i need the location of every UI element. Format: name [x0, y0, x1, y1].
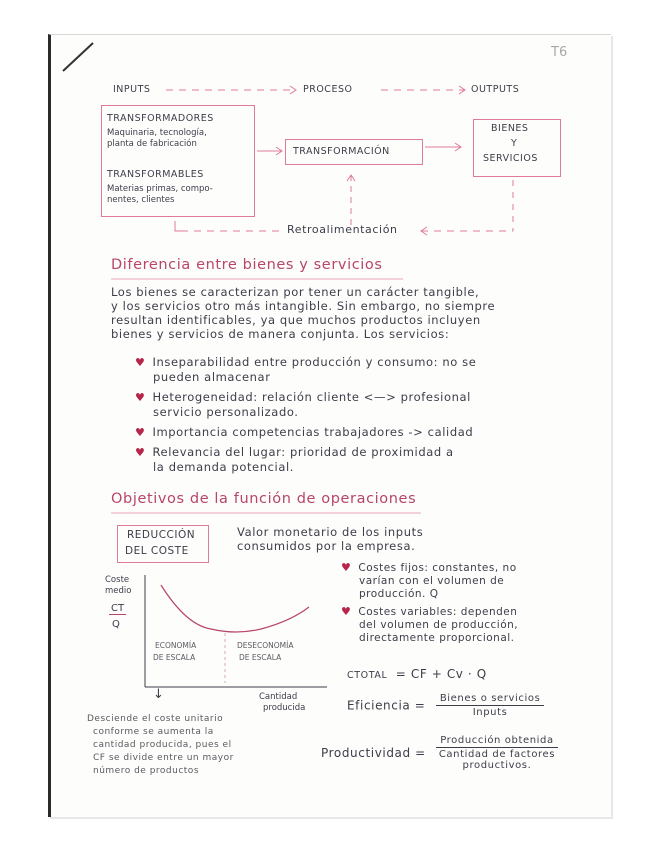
chart-ylabel-line: medio [105, 586, 132, 596]
bullet-text: Heterogeneidad: relación cliente <—> profesional [152, 390, 471, 404]
retroalimentacion-label: Retroalimentación [287, 223, 398, 236]
economia-divider [223, 633, 227, 683]
bullet-text: Costes fijos: constantes, no [358, 562, 517, 574]
productividad-label: Productividad = [321, 746, 426, 760]
reduccion-line-1: REDUCCIÓN [127, 529, 196, 541]
transformadores-title: TRANSFORMADORES [107, 113, 214, 124]
bienes-line-1: BIENES [491, 123, 529, 134]
bullet-text: varían con el volumen de [359, 575, 505, 587]
bullet-text: producción. Q [359, 588, 439, 600]
list-item [341, 561, 518, 601]
average-cost-curve [161, 585, 309, 632]
section2-bullet-list [341, 561, 518, 645]
section1-bullet-list [135, 355, 476, 475]
intro-line: Valor monetario de los inputs [237, 525, 424, 539]
chart-yfrac-den: Q [112, 619, 120, 630]
section2-title: Objetivos de la función de operaciones [111, 491, 417, 507]
chart-ylabel-line: Coste [105, 575, 130, 585]
section1-paragraph-line: bienes y servicios de manera conjunta. Los servicios: [111, 327, 450, 341]
ctotal-expression: = CF + Cv · Q [395, 667, 487, 681]
heart-bullet-icon: ♥ [135, 446, 146, 459]
bullet-text: directamente proporcional. [359, 632, 515, 644]
productividad-formula [321, 735, 558, 771]
bullet-text: Costes variables: dependen [358, 606, 518, 618]
deseconomia-label-2: DE ESCALA [239, 653, 282, 662]
transformacion-label: TRANSFORMACIÓN [293, 146, 390, 157]
productividad-denominator-2: productivos. [462, 760, 532, 771]
heart-bullet-icon: ♥ [135, 426, 146, 439]
list-item [135, 390, 476, 420]
eficiencia-formula [347, 693, 544, 718]
intro-line: consumidos por la empresa. [237, 539, 416, 553]
bullet-text: pueden almacenar [153, 370, 271, 384]
list-item [135, 425, 476, 440]
ctotal-label: CTOTAL [347, 670, 388, 681]
productividad-numerator: Producción obtenida [436, 735, 558, 748]
reduccion-line-2: DEL COSTE [125, 545, 189, 557]
section1-underline [111, 277, 411, 281]
list-item [341, 605, 518, 645]
flow-inputs-label: INPUTS [113, 84, 151, 95]
list-item [135, 445, 476, 475]
note-line: CF se divide entre un mayor [93, 753, 234, 763]
section1-paragraph [111, 285, 495, 341]
eficiencia-label: Eficiencia = [347, 698, 426, 713]
heart-bullet-icon: ♥ [341, 605, 352, 618]
economia-label-2: DE ESCALA [153, 653, 196, 662]
transformables-desc-2: nentes, clientes [107, 195, 175, 205]
page-number: T6 [551, 45, 568, 60]
bullet-text: Inseparabilidad entre producción y consumo: no se [152, 355, 477, 369]
cost-note [87, 713, 234, 778]
section1-paragraph-line: Los bienes se caracterizan por tener un carácter tangible, [111, 285, 480, 299]
section1-paragraph-line: y los servicios otro más intangible. Sin embargo, no siempre [111, 299, 496, 313]
heart-bullet-icon: ♥ [135, 356, 146, 369]
bullet-text: servicio personalizado. [153, 405, 299, 419]
transformables-desc-1: Materias primas, compo- [107, 184, 213, 194]
productividad-denominator-1: Cantidad de factores [438, 749, 556, 760]
section2-intro [237, 525, 423, 553]
chart-xlabel-1: Cantidad [259, 692, 298, 702]
chart-xlabel-2: producida [263, 703, 306, 713]
flow-proceso-label: PROCESO [303, 84, 353, 95]
note-line: cantidad producida, pues el [93, 740, 232, 750]
bullet-text: del volumen de producción, [359, 619, 519, 631]
section1-paragraph-line: resultan identificables, ya que muchos productos incluyen [111, 313, 481, 327]
heart-bullet-icon: ♥ [341, 561, 352, 574]
bienes-line-2: Y [511, 138, 518, 149]
bienes-line-3: SERVICIOS [483, 153, 538, 164]
eficiencia-denominator: Inputs [472, 707, 508, 718]
cost-curve-chart [141, 575, 331, 695]
deseconomia-label-1: DESECONOMÍA [237, 641, 294, 650]
section2-underline [111, 511, 431, 515]
bullet-text: Relevancia del lugar: prioridad de proximidad a [152, 445, 454, 459]
note-line: número de productos [93, 766, 200, 776]
ctotal-formula [347, 667, 487, 681]
down-arrow-icon: ↓ [153, 687, 164, 702]
economia-label-1: ECONOMÍA [155, 641, 197, 650]
note-line: conforme se aumenta la [93, 727, 214, 737]
bullet-text: Importancia competencias trabajadores -> calidad [152, 425, 474, 439]
note-line: Desciende el coste unitario [87, 714, 224, 724]
flow-outputs-label: OUTPUTS [471, 84, 520, 95]
bullet-text: la demanda potencial. [153, 460, 295, 474]
eficiencia-numerator: Bienes o servicios [436, 693, 545, 706]
transformables-title: TRANSFORMABLES [107, 169, 204, 180]
notebook-page [48, 34, 611, 817]
transformadores-desc-1: Maquinaria, tecnología, [107, 128, 207, 138]
chart-yfrac-num: CT [111, 603, 125, 614]
section1-title: Diferencia entre bienes y servicios [111, 257, 383, 273]
transformadores-desc-2: planta de fabricación [107, 139, 197, 149]
heart-bullet-icon: ♥ [135, 391, 146, 404]
list-item [135, 355, 476, 385]
